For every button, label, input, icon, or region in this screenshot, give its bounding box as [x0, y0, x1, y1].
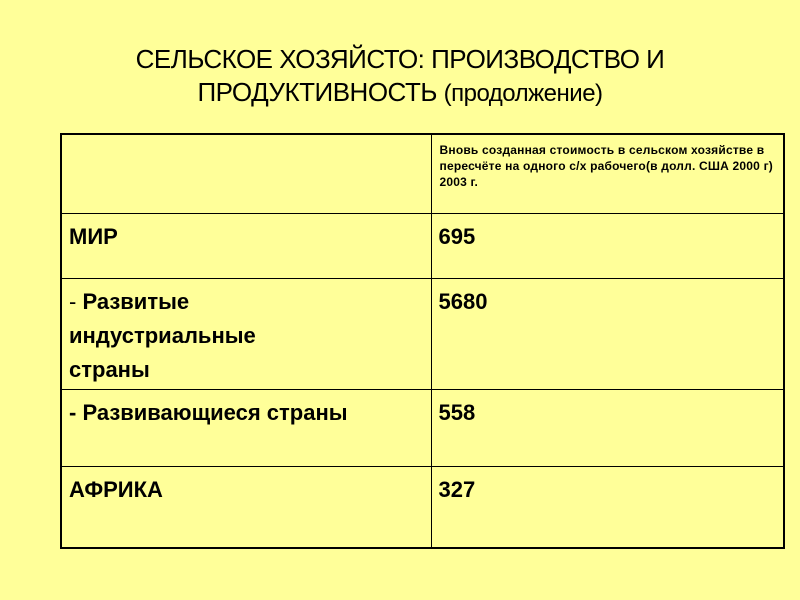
region-cell-africa: АФРИКА [61, 466, 431, 548]
value-cell-developing: 558 [431, 389, 784, 466]
region-developed-line-1 [69, 285, 424, 319]
header-value-cell: Вновь созданная стоимость в сельском хозяйстве в пересчёте на одного с/х рабочего(в долл. США 2000 г) 2003 г. [431, 134, 784, 213]
dash-prefix: - [69, 288, 83, 314]
value-cell-developed: 5680 [431, 278, 784, 389]
table-row [61, 466, 784, 548]
title-main: СЕЛЬСКОЕ ХОЗЯЙСТО: ПРОИЗВОДСТВО И ПРОДУКТИВНОСТЬ [135, 44, 665, 107]
slide-title [40, 43, 760, 110]
value-cell-africa: 327 [431, 466, 784, 548]
table-header-row [61, 134, 784, 213]
title-sub: (продолжение) [443, 80, 603, 107]
region-cell-developed [61, 278, 431, 389]
region-developed-line-3: страны [69, 356, 150, 382]
data-table [60, 133, 785, 549]
table-row [61, 389, 784, 466]
region-cell-developing: - Развивающиеся страны [61, 389, 431, 466]
table-row [61, 213, 784, 278]
value-cell-world: 695 [431, 213, 784, 278]
region-cell-world: МИР [61, 213, 431, 278]
region-developed-line-2: индустриальные [69, 322, 256, 348]
header-region-cell [61, 134, 431, 213]
region-developed-word-1: Развитые [82, 288, 190, 314]
table-row [61, 278, 784, 389]
